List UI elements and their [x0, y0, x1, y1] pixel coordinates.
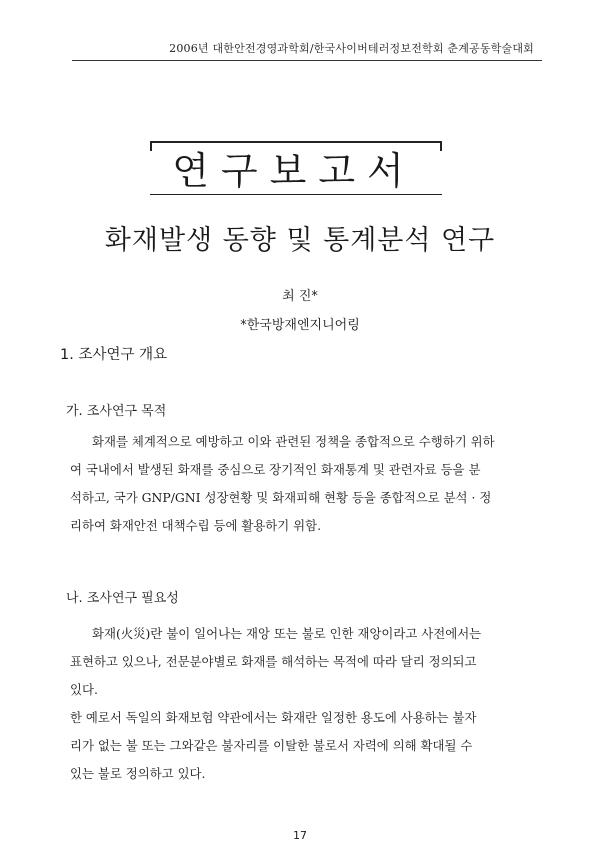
necessity-paragraph — [70, 620, 534, 788]
paragraph-line: 석하고, 국가 GNP/GNI 성장현황 및 화재피해 현황 등을 종합적으로 분석 · 정 — [70, 490, 492, 505]
author-affiliation: *한국방재엔지니어링 — [240, 318, 360, 333]
paragraph-line: 여 국내에서 발생된 화재를 중심으로 장기적인 화재통계 및 관련자료 등을 분 — [70, 462, 481, 477]
paragraph-line: 리하여 화재안전 대책수립 등에 활용하기 위함. — [70, 518, 322, 533]
paragraph-line: 있는 불로 정의하고 있다. — [70, 766, 206, 781]
paragraph-line: 리가 없는 불 또는 그와같은 불자리를 이탈한 불로서 자력에 의해 확대될 수 — [70, 738, 473, 753]
title-underline — [150, 194, 442, 195]
subsection-heading-purpose: 가. 조사연구 목적 — [66, 404, 167, 419]
author-name: 최 진* — [282, 289, 318, 304]
paragraph-line: 화재를 체계적으로 예방하고 이와 관련된 정책을 종합적으로 수행하기 위하 — [92, 434, 495, 449]
paragraph-line: 표현하고 있으나, 전문분야별로 화재를 해석하는 목적에 따라 달리 정의되고 — [70, 654, 477, 669]
paragraph-line: 화재(火災)란 불이 일어나는 재앙 또는 불로 인한 재앙이라고 사전에서는 — [92, 626, 482, 641]
paragraph-line: 한 예로서 독일의 화재보험 약관에서는 화재란 일정한 용도에 사용하는 불자 — [70, 710, 477, 725]
purpose-paragraph — [70, 428, 534, 540]
page-number: 17 — [293, 829, 307, 842]
header-rule — [72, 60, 542, 61]
paragraph-line: 있다. — [70, 682, 98, 697]
paper-subtitle: 화재발생 동향 및 통계분석 연구 — [104, 225, 496, 256]
section-heading: 1. 조사연구 개요 — [60, 347, 168, 363]
running-header: 2006년 대한안전경영과학회/한국사이버테러정보전학회 춘계공동학술대회 — [169, 42, 534, 55]
report-title: 연구보고서 — [172, 149, 416, 193]
subsection-heading-necessity: 나. 조사연구 필요성 — [66, 591, 179, 606]
